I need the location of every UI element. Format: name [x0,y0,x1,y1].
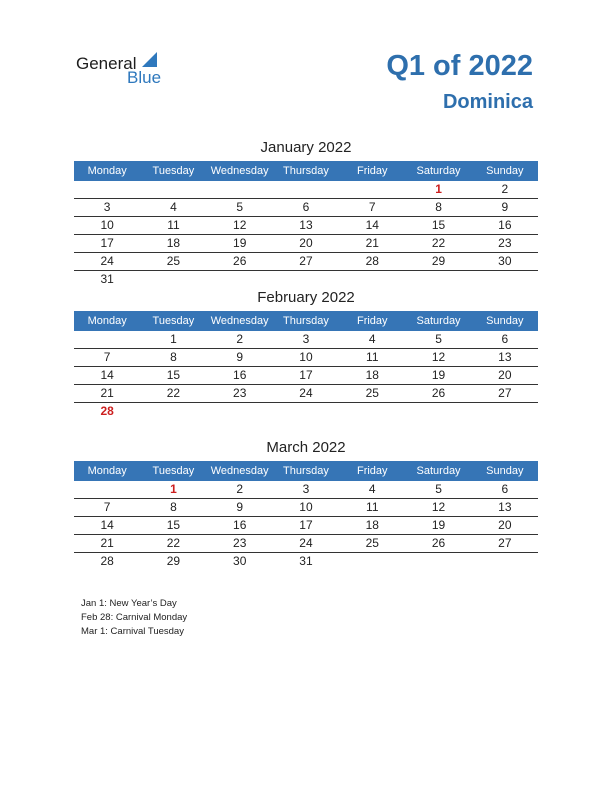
day-cell: 16 [233,368,247,382]
day-cell [405,271,471,288]
day-cell: 23 [498,236,512,250]
day-cell [207,271,273,288]
day-cell: 24 [100,254,114,268]
day-cell: 14 [365,218,379,232]
day-cell: 15 [166,368,181,382]
day-cell: 2 [236,332,244,346]
day-cell [140,403,206,420]
week-row [74,553,538,570]
day-cell: 18 [166,236,181,250]
day-cell: 28 [100,554,114,568]
day-cell: 20 [498,368,512,382]
day-cell [273,181,339,198]
day-cell: 22 [166,386,181,400]
day-cell: 31 [299,554,313,568]
week-row [74,481,538,499]
day-cell: 30 [498,254,512,268]
day-cell: 15 [166,518,181,532]
day-cell [405,403,471,420]
weekday-label: Friday [356,465,388,477]
day-cell: 22 [166,536,181,550]
day-cell: 23 [233,536,247,550]
day-cell: 13 [299,218,313,232]
day-cell: 10 [299,350,313,364]
day-cell: 10 [299,500,313,514]
week-row [74,181,538,199]
day-cell [472,403,538,420]
day-cell: 29 [431,254,446,268]
day-cell: 27 [498,536,512,550]
month-calendar-january [74,137,538,288]
day-cell: 11 [366,350,379,364]
week-row [74,403,538,420]
day-cell: 26 [431,536,446,550]
day-cell: 25 [365,386,379,400]
logo-text-general: General [76,54,137,73]
day-cell [74,481,140,498]
day-cell: 21 [365,236,379,250]
holiday-entry: Mar 1: Carnival Tuesday [81,626,184,637]
week-row [74,331,538,349]
day-cell: 15 [431,218,446,232]
generalblue-logo [76,52,176,88]
day-cell [339,271,405,288]
day-cell: 6 [501,332,509,346]
day-cell: 30 [233,554,247,568]
day-cell: 5 [435,482,442,496]
day-cell [273,403,339,420]
day-cell: 16 [233,518,247,532]
day-cell: 26 [431,386,446,400]
weekday-label: Wednesday [210,315,269,327]
day-cell: 8 [170,500,177,514]
day-cell [140,271,206,288]
weekday-header [74,461,538,481]
holiday-day-cell: 1 [170,482,177,496]
day-cell [472,271,538,288]
day-cell: 5 [236,200,244,214]
day-cell: 20 [299,236,313,250]
day-cell: 7 [103,350,111,364]
day-cell: 3 [103,200,111,214]
day-cell: 28 [365,254,379,268]
day-cell: 12 [233,218,247,232]
day-cell: 1 [170,332,177,346]
day-cell: 9 [501,200,509,214]
weekday-label: Tuesday [152,465,195,477]
day-cell [207,181,273,198]
day-cell: 6 [302,200,310,214]
month-title: January 2022 [260,139,352,156]
weekday-label: Thursday [283,465,329,477]
day-cell: 19 [431,368,446,382]
month-calendar-february [74,287,538,420]
day-cell [339,553,405,570]
holiday-day-cell: 1 [435,182,442,196]
weekday-label: Sunday [486,315,524,327]
weekday-label: Saturday [416,165,461,177]
day-cell [339,181,405,198]
weekday-label: Thursday [283,165,329,177]
weekday-header [74,161,538,181]
day-cell: 19 [233,236,247,250]
day-cell: 12 [431,500,446,514]
day-cell: 5 [435,332,442,346]
day-cell: 13 [498,350,512,364]
week-row [74,385,538,403]
day-cell: 3 [302,332,310,346]
day-cell: 4 [170,200,177,214]
weekday-label: Tuesday [152,315,195,327]
week-row [74,199,538,217]
day-cell: 8 [170,350,177,364]
weekday-label: Friday [356,165,388,177]
day-cell [472,553,538,570]
day-cell: 12 [431,350,446,364]
day-cell: 2 [501,182,509,196]
day-cell: 19 [431,518,446,532]
logo-triangle-icon [142,52,157,67]
day-cell: 21 [100,536,114,550]
day-cell: 11 [167,218,180,232]
day-cell: 26 [233,254,247,268]
day-cell: 3 [302,482,310,496]
holiday-day-cell: 28 [100,404,114,418]
day-cell [207,403,273,420]
day-cell: 2 [236,482,244,496]
weekday-label: Sunday [486,165,524,177]
day-cell: 27 [498,386,512,400]
week-row [74,517,538,535]
page-title: Q1 of 2022 [386,50,533,82]
day-cell: 14 [100,368,114,382]
week-row [74,535,538,553]
day-cell [140,181,206,198]
day-cell [74,331,140,348]
day-cell: 17 [100,236,114,250]
day-cell: 4 [368,332,376,346]
holiday-entry: Feb 28: Carnival Monday [81,612,188,623]
week-row [74,253,538,271]
day-cell [273,271,339,288]
day-cell: 7 [368,200,376,214]
day-cell [74,181,140,198]
day-cell: 10 [100,218,114,232]
day-cell: 18 [365,368,379,382]
week-row [74,349,538,367]
day-cell: 20 [498,518,512,532]
day-cell: 21 [100,386,114,400]
day-cell: 14 [100,518,114,532]
holiday-entry: Jan 1: New Year’s Day [81,598,177,609]
weekday-label: Monday [87,165,127,177]
day-cell: 16 [498,218,512,232]
week-row [74,217,538,235]
day-cell: 18 [365,518,379,532]
weekday-label: Monday [87,465,127,477]
holiday-list [81,597,187,639]
day-cell: 29 [166,554,181,568]
day-cell: 24 [299,536,313,550]
day-cell: 17 [299,518,313,532]
weekday-label: Saturday [416,315,461,327]
day-cell: 25 [166,254,181,268]
week-row [74,235,538,253]
day-cell [339,403,405,420]
weekday-label: Saturday [416,465,461,477]
weekday-label: Tuesday [152,165,195,177]
weekday-label: Thursday [283,315,329,327]
day-cell: 17 [299,368,313,382]
day-cell: 9 [236,500,244,514]
day-cell: 8 [435,200,442,214]
day-cell: 23 [233,386,247,400]
week-row [74,499,538,517]
weekday-label: Wednesday [210,165,269,177]
day-cell: 7 [103,500,111,514]
week-row [74,271,538,288]
day-cell: 6 [501,482,509,496]
day-cell: 4 [368,482,376,496]
day-cell: 25 [365,536,379,550]
day-cell: 22 [431,236,446,250]
country-name: Dominica [442,91,533,113]
weekday-label: Friday [356,315,388,327]
logo-text-blue: Blue [127,68,162,87]
day-cell: 27 [299,254,313,268]
day-cell: 11 [366,500,379,514]
weekday-label: Wednesday [210,465,269,477]
weekday-label: Sunday [486,465,524,477]
day-cell: 31 [100,272,114,286]
weekday-header [74,311,538,331]
month-calendar-march [74,437,538,570]
month-title: February 2022 [257,289,355,306]
day-cell: 13 [498,500,512,514]
day-cell: 9 [236,350,244,364]
month-title: March 2022 [266,439,346,456]
weekday-label: Monday [87,315,127,327]
day-cell [405,553,471,570]
day-cell: 24 [299,386,313,400]
week-row [74,367,538,385]
